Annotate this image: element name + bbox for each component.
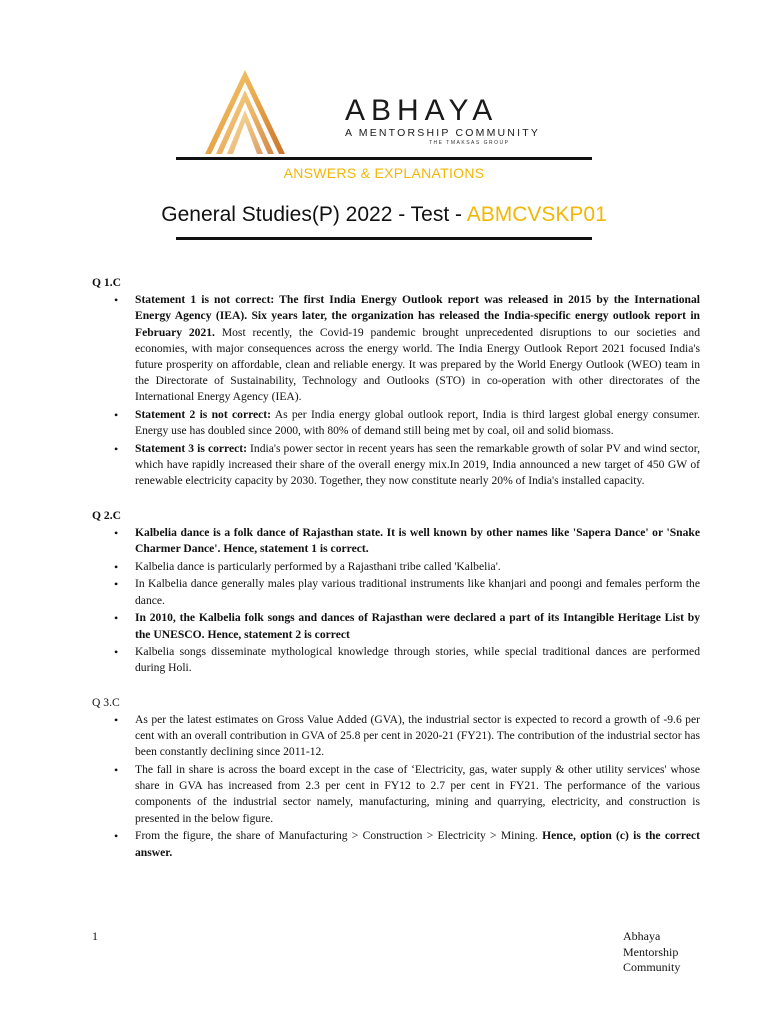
- footer-organization: [623, 929, 680, 976]
- list-item: [135, 525, 700, 557]
- question-label: Q 2.C: [92, 508, 121, 522]
- list-item: [135, 610, 700, 642]
- list-item: [135, 828, 700, 860]
- explanation-list: [92, 292, 700, 489]
- list-item: [135, 712, 700, 761]
- brand-block: [345, 96, 540, 146]
- footer-org-line: Abhaya: [623, 929, 661, 943]
- question-block-3: [92, 695, 700, 861]
- question-block-1: [92, 275, 700, 490]
- abhaya-logo-icon: [200, 68, 340, 158]
- explanation-list: [92, 712, 700, 861]
- body-text: As per the latest estimates on Gross Value Added (GVA), the industrial sector is expected to record a growth of -9.6 per cent with an overall contribution in GVA of 25.8 per cent in 2020-21 (FY21). The contribution of the industrial sector has been constantly declining since 2011-12.: [135, 712, 700, 759]
- title-prefix: General Studies(P) 2022 - Test -: [161, 203, 467, 226]
- page-number: 1: [92, 929, 98, 943]
- list-item: [135, 292, 700, 405]
- question-label: Q 3.C: [92, 695, 120, 709]
- list-item: [135, 559, 700, 575]
- body-text: Kalbelia dance is particularly performed by a Rajasthani tribe called 'Kalbelia'.: [135, 559, 501, 573]
- list-item: [135, 407, 700, 439]
- list-item: [135, 441, 700, 490]
- bold-text: Kalbelia dance is a folk dance of Rajasthan state. It is well known by other names like 'Sapera Dance' or 'Snake Charmer Dance'. Hence, statement 1 is correct.: [135, 525, 700, 556]
- footer-org-line: Mentorship: [623, 944, 679, 959]
- footer-org-line: Community: [623, 960, 681, 974]
- bold-text: In 2010, the Kalbelia folk songs and dances of Rajasthan were declared a part of its Intangible Heritage List by the UNESCO. Hence, statement 2 is correct: [135, 611, 700, 641]
- body-text: The fall in share is across the board except in the case of ‘Electricity, gas, water supply & other utility services' whose share in GVA has increased from 2.3 per cent in FY12 to 2.7 per cent in FY21. The performance of the various components of the industrial sector namely, manufacturing, mining and quarrying, electricity, and construction is presented in the below figure.: [135, 762, 700, 825]
- body-text: Kalbelia songs disseminate mythological knowledge through stories, while special traditional dances are performed during Holi.: [135, 645, 700, 675]
- bold-text: Statement 1 is not correct: The first India Energy Outlook report was released in 2015 by the International Energy Agency (IEA). Six years later, the organization has released the India-specific energy outlook report in February 2021.: [135, 293, 700, 339]
- bold-text: Statement 3 is correct:: [135, 442, 247, 456]
- list-item: [135, 644, 700, 676]
- page-header: [0, 0, 768, 250]
- body-text: In Kalbelia dance generally males play various traditional instruments like khanjari and poongi and females perform the dance.: [135, 577, 700, 607]
- list-item: [135, 762, 700, 827]
- header-rule-top: [176, 157, 592, 160]
- brand-name: ABHAYA: [345, 94, 499, 127]
- question-block-2: [92, 508, 700, 677]
- header-rule-bottom: [176, 237, 592, 240]
- question-label: Q 1.C: [92, 276, 121, 289]
- bold-text: Hence, option (c) is the correct answer.: [135, 829, 700, 859]
- brand-tagline: A MENTORSHIP COMMUNITY: [345, 127, 541, 139]
- test-code: ABMCVSKP01: [466, 203, 607, 226]
- body-text: From the figure, the share of Manufacturing > Construction > Electricity > Mining.: [135, 829, 543, 843]
- bold-text: Statement 2 is not correct:: [135, 408, 272, 422]
- list-item: [135, 576, 700, 608]
- body-text: India's power sector in recent years has seen the remarkable growth of solar PV and wind sector, which have rapidly increased their share of the overall energy mix.In 2019, India announced a new target of 450 GW of renewable electricity capacity by 2030. Together, they now constitute nearly 20% of India's installed capacity.: [135, 442, 700, 488]
- page-title: [0, 203, 768, 227]
- body-text: As per India energy global outlook report, India is third largest global energy consumer. Energy use has doubled since 2000, with 80% of demand still being met by coal, oil and solid biomass.: [135, 408, 700, 438]
- brand-group: THE TMAKSAS GROUP: [429, 140, 510, 146]
- body-text: Most recently, the Covid-19 pandemic brought unprecedented disruptions to our societies and economies, with major consequences across the energy world. The India Energy Outlook Report 2021 focused India's future prosperity on affordable, clean and reliable energy. It was prepared by the World Energy Outlook (WEO) team in the Directorate of Sustainability, Technology and Outlooks (STO) in co-operation with other directorates of the International Energy Agency (IEA).: [135, 325, 700, 404]
- section-label: ANSWERS & EXPLANATIONS: [283, 165, 485, 181]
- explanation-list: [92, 525, 700, 677]
- answers-content: [92, 275, 700, 879]
